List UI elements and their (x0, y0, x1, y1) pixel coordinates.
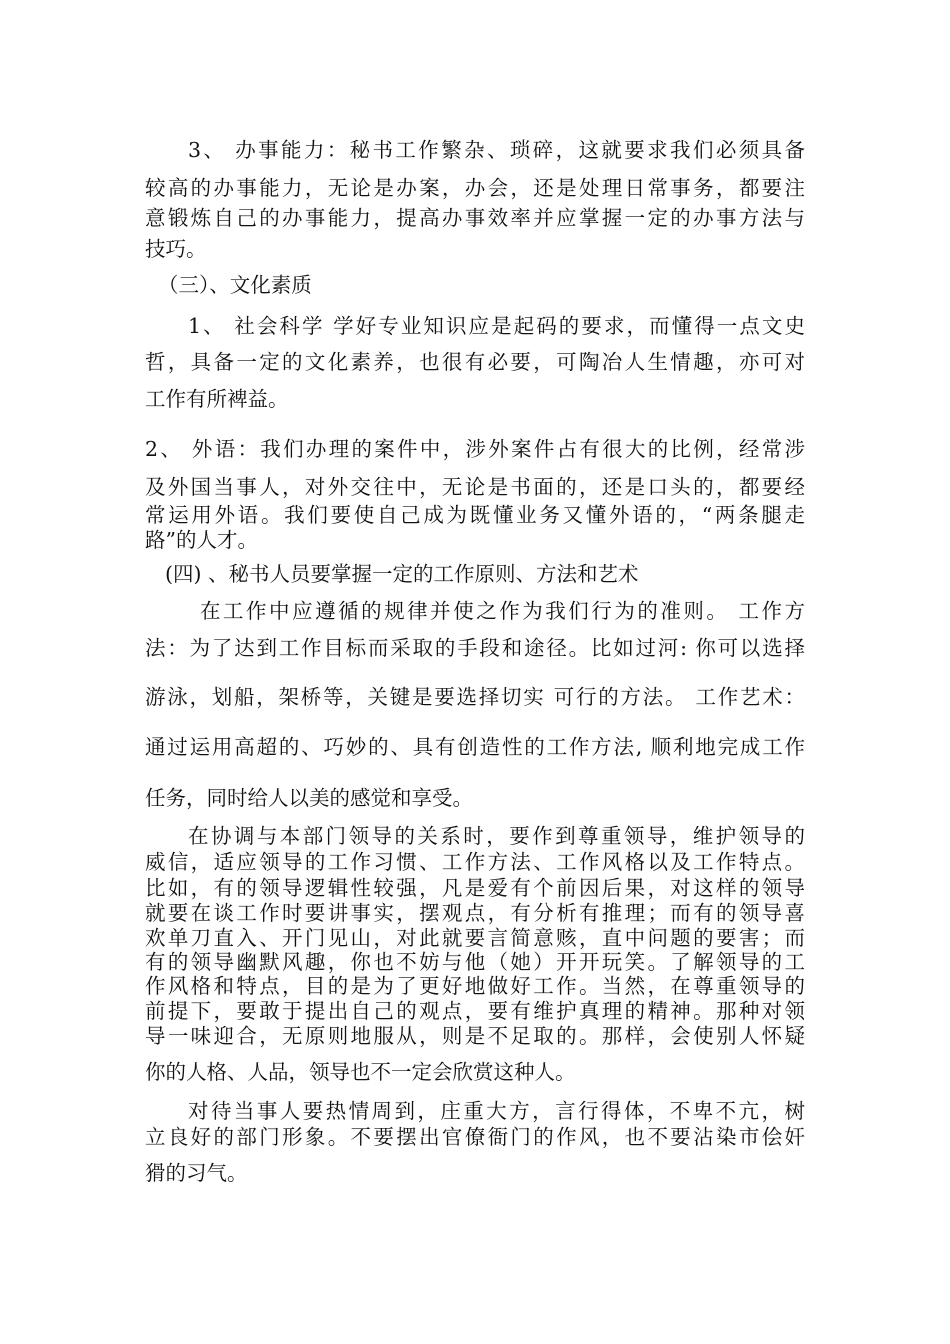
paragraph-line: 立良好的部门形象。不要摆出官僚衙门的作风，也不要沾染市侩奸 (145, 1125, 805, 1149)
paragraph-line: 你的人格、人品，领导也不一定会欣赏这种人。 (145, 1060, 576, 1084)
paragraph-line: 在协调与本部门领导的关系时，要作到尊重领导，维护领导的 (188, 824, 805, 848)
section-heading: （三）、文化素质 (158, 273, 312, 297)
paragraph-line: 较高的办事能力，无论是办案，办会，还是处理日常事务，都要注 (145, 176, 805, 200)
paragraph-line: 意锻炼自己的办事能力，提高办事效率并应掌握一定的办事方法与 (145, 206, 805, 230)
paragraph-line: 有的领导幽默风趣，你也不妨与他（她）开开玩笑。了解领导的工 (145, 950, 805, 974)
paragraph-line: 比如，有的领导逻辑性较强，凡是爱有个前因后果，对这样的领导 (145, 876, 805, 900)
paragraph-line: 对待当事人要热情周到，庄重大方，言行得体，不卑不亢，树 (188, 1099, 805, 1123)
paragraph-line: 3、 办事能力：秘书工作繁杂、琐碎，这就要求我们必须具备 (188, 138, 805, 162)
paragraph-line: 通过运用高超的、巧妙的、具有创造性的工作方法, 顺利地完成工作 (145, 735, 805, 759)
paragraph-line: 游泳，划船，架桥等，关键是要选择切实 可行的方法。 工作艺术： (145, 685, 805, 709)
section-heading: (四) 、秘书人员要掌握一定的工作原则、方法和艺术 (165, 562, 639, 586)
paragraph-line: 任务，同时给人以美的感觉和享受。 (145, 786, 473, 810)
paragraph-line: 法：为了达到工作目标而采取的手段和途径。比如过河: 你可以选择 (145, 636, 805, 660)
paragraph-line: 猾的习气。 (145, 1161, 248, 1185)
paragraph-line: 前提下，要敢于提出自己的观点，要有维护真理的精神。那种对领 (145, 999, 805, 1023)
paragraph-line: 在工作中应遵循的规律并使之作为我们行为的准则。 工作方 (200, 599, 805, 623)
paragraph-line: 路”的人才。 (145, 528, 258, 552)
paragraph-line: 工作有所裨益。 (145, 387, 289, 411)
paragraph-line: 作风格和特点，目的是为了更好地做好工作。当然，在尊重领导的 (145, 974, 805, 998)
paragraph-line: 就要在谈工作时要讲事实，摆观点，有分析有推理；而有的领导喜 (145, 901, 805, 925)
paragraph-line: 威信，适应领导的工作习惯、工作方法、工作风格以及工作特点。 (145, 850, 805, 874)
paragraph-line: 及外国当事人，对外交往中，无论是书面的，还是口头的，都要经 (145, 475, 805, 499)
paragraph-line: 常运用外语。我们要使自己成为既懂业务又懂外语的，“两条腿走 (145, 503, 805, 527)
paragraph-line: 2、 外语：我们办理的案件中，涉外案件占有很大的比例，经常涉 (145, 437, 805, 461)
paragraph-line: 技巧。 (145, 237, 207, 261)
paragraph-line: 哲，具备一定的文化素养，也很有必要，可陶冶人生情趣，亦可对 (145, 350, 805, 374)
paragraph-line: 欢单刀直入、开门见山，对此就要言简意赅，直中问题的要害；而 (145, 926, 805, 950)
paragraph-line: 导一味迎合，无原则地服从，则是不足取的。那样，会使别人怀疑 (145, 1024, 805, 1048)
paragraph-line: 1、 社会科学 学好专业知识应是起码的要求，而懂得一点文史 (188, 314, 805, 338)
